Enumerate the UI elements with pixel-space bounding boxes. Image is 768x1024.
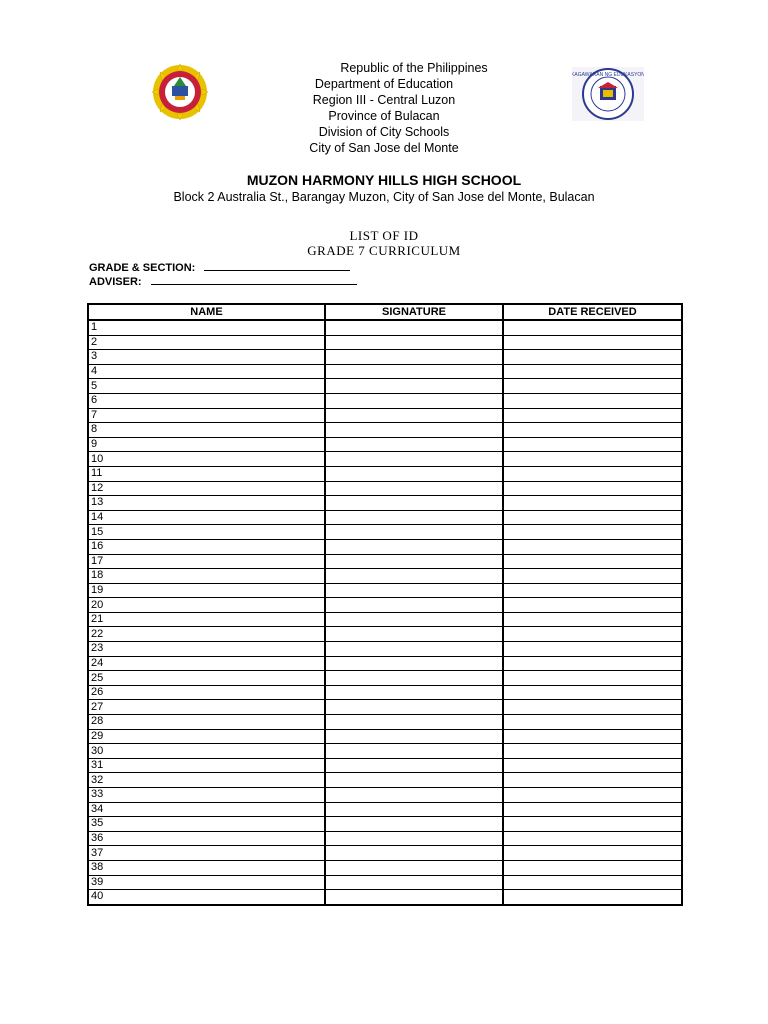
row-number: 31 (91, 759, 104, 772)
name-cell[interactable] (88, 554, 325, 569)
signature-cell[interactable] (325, 729, 503, 744)
signature-cell[interactable] (325, 627, 503, 642)
row-number: 19 (91, 583, 104, 596)
signature-cell[interactable] (325, 408, 503, 423)
row-number: 18 (91, 569, 104, 582)
adviser-field (89, 274, 357, 288)
date-received-cell[interactable] (503, 350, 682, 365)
signature-cell[interactable] (325, 744, 503, 759)
table-row (88, 510, 682, 525)
date-received-cell[interactable] (503, 583, 682, 598)
date-received-cell[interactable] (503, 466, 682, 481)
table-row (88, 466, 682, 481)
table-row (88, 335, 682, 350)
table-row (88, 583, 682, 598)
table-row (88, 685, 682, 700)
signature-cell[interactable] (325, 583, 503, 598)
date-received-cell[interactable] (503, 554, 682, 569)
name-cell[interactable] (88, 583, 325, 598)
name-cell[interactable] (88, 539, 325, 554)
signature-cell[interactable] (325, 846, 503, 861)
row-number: 20 (91, 598, 104, 611)
date-received-cell[interactable] (503, 729, 682, 744)
svg-text:KAGAWARAN NG EDUKASYON: KAGAWARAN NG EDUKASYON (572, 72, 644, 78)
table-row (88, 423, 682, 438)
name-cell[interactable] (88, 350, 325, 365)
name-cell[interactable] (88, 642, 325, 657)
name-cell[interactable] (88, 393, 325, 408)
date-received-cell[interactable] (503, 452, 682, 467)
column-header-signature: SIGNATURE (325, 304, 503, 320)
name-cell[interactable] (88, 875, 325, 890)
signature-cell[interactable] (325, 569, 503, 584)
name-cell[interactable] (88, 481, 325, 496)
date-received-cell[interactable] (503, 423, 682, 438)
grade-section-field (89, 260, 350, 274)
date-received-cell[interactable] (503, 802, 682, 817)
date-received-cell[interactable] (503, 320, 682, 335)
date-received-cell[interactable] (503, 860, 682, 875)
date-received-cell[interactable] (503, 846, 682, 861)
signature-cell[interactable] (325, 685, 503, 700)
name-cell[interactable] (88, 496, 325, 511)
table-row (88, 364, 682, 379)
adviser-blank[interactable] (151, 274, 357, 285)
signature-cell[interactable] (325, 481, 503, 496)
signature-cell[interactable] (325, 598, 503, 613)
date-received-cell[interactable] (503, 569, 682, 584)
date-received-cell[interactable] (503, 525, 682, 540)
table-row (88, 656, 682, 671)
grade-section-label: GRADE & SECTION: (89, 262, 196, 274)
row-number: 36 (91, 832, 104, 845)
signature-cell[interactable] (325, 758, 503, 773)
column-header-date-received: DATE RECEIVED (503, 304, 682, 320)
table-row (88, 525, 682, 540)
date-received-cell[interactable] (503, 656, 682, 671)
row-number: 1 (91, 321, 98, 334)
name-cell[interactable] (88, 846, 325, 861)
name-cell[interactable] (88, 860, 325, 875)
table-row (88, 379, 682, 394)
date-received-cell[interactable] (503, 510, 682, 525)
row-number: 8 (91, 423, 98, 436)
signature-cell[interactable] (325, 773, 503, 788)
name-cell[interactable] (88, 612, 325, 627)
date-received-cell[interactable] (503, 773, 682, 788)
header-line-city: City of San Jose del Monte (309, 141, 459, 155)
table-row (88, 408, 682, 423)
date-received-cell[interactable] (503, 744, 682, 759)
name-cell[interactable] (88, 656, 325, 671)
signature-cell[interactable] (325, 875, 503, 890)
header-line-division: Division of City Schools (318, 125, 450, 139)
table-row (88, 860, 682, 875)
date-received-cell[interactable] (503, 875, 682, 890)
date-received-cell[interactable] (503, 598, 682, 613)
signature-cell[interactable] (325, 890, 503, 905)
signature-cell[interactable] (325, 335, 503, 350)
row-number: 40 (91, 890, 104, 903)
table-row (88, 350, 682, 365)
name-cell[interactable] (88, 700, 325, 715)
table-row (88, 320, 682, 335)
date-received-cell[interactable] (503, 890, 682, 905)
row-number: 33 (91, 788, 104, 801)
signature-cell[interactable] (325, 612, 503, 627)
header-line-department: Department of Education (314, 77, 454, 91)
signature-cell[interactable] (325, 423, 503, 438)
row-number: 25 (91, 671, 104, 684)
date-received-cell[interactable] (503, 817, 682, 832)
date-received-cell[interactable] (503, 788, 682, 803)
name-cell[interactable] (88, 802, 325, 817)
row-number: 29 (91, 729, 104, 742)
signature-cell[interactable] (325, 379, 503, 394)
date-received-cell[interactable] (503, 612, 682, 627)
signature-cell[interactable] (325, 496, 503, 511)
name-cell[interactable] (88, 627, 325, 642)
name-cell[interactable] (88, 437, 325, 452)
signature-cell[interactable] (325, 817, 503, 832)
signature-cell[interactable] (325, 539, 503, 554)
date-received-cell[interactable] (503, 831, 682, 846)
row-number: 9 (91, 438, 98, 451)
id-list-table (87, 303, 683, 906)
table-row (88, 612, 682, 627)
date-received-cell[interactable] (503, 437, 682, 452)
date-received-cell[interactable] (503, 539, 682, 554)
date-received-cell[interactable] (503, 671, 682, 686)
row-number: 3 (91, 350, 98, 363)
grade-section-blank[interactable] (204, 260, 350, 271)
table-row (88, 569, 682, 584)
name-cell[interactable] (88, 715, 325, 730)
date-received-cell[interactable] (503, 481, 682, 496)
row-number: 6 (91, 394, 98, 407)
signature-cell[interactable] (325, 320, 503, 335)
table-header-row (88, 304, 682, 320)
row-number: 23 (91, 642, 104, 655)
name-cell[interactable] (88, 335, 325, 350)
table-row (88, 481, 682, 496)
signature-cell[interactable] (325, 510, 503, 525)
signature-cell[interactable] (325, 715, 503, 730)
name-cell[interactable] (88, 510, 325, 525)
table-row (88, 758, 682, 773)
header-line-region: Region III - Central Luzon (312, 93, 456, 107)
name-cell[interactable] (88, 773, 325, 788)
row-number: 21 (91, 613, 104, 626)
signature-cell[interactable] (325, 437, 503, 452)
table-row (88, 802, 682, 817)
date-received-cell[interactable] (503, 364, 682, 379)
table-row (88, 671, 682, 686)
table-row (88, 788, 682, 803)
table-row (88, 846, 682, 861)
adviser-label: ADVISER: (89, 276, 142, 288)
signature-cell[interactable] (325, 788, 503, 803)
table-row (88, 452, 682, 467)
row-number: 7 (91, 408, 98, 421)
row-number: 37 (91, 846, 104, 859)
signature-cell[interactable] (325, 656, 503, 671)
signature-cell[interactable] (325, 802, 503, 817)
name-cell[interactable] (88, 364, 325, 379)
name-cell[interactable] (88, 525, 325, 540)
row-number: 22 (91, 627, 104, 640)
table-row (88, 554, 682, 569)
table-row (88, 598, 682, 613)
table-body (88, 320, 682, 905)
row-number: 4 (91, 365, 98, 378)
table-row (88, 890, 682, 905)
table-row (88, 831, 682, 846)
table-row (88, 642, 682, 657)
row-number: 28 (91, 715, 104, 728)
row-number: 5 (91, 379, 98, 392)
signature-cell[interactable] (325, 860, 503, 875)
name-cell[interactable] (88, 466, 325, 481)
table-row (88, 539, 682, 554)
date-received-cell[interactable] (503, 496, 682, 511)
name-cell[interactable] (88, 758, 325, 773)
date-received-cell[interactable] (503, 642, 682, 657)
name-cell[interactable] (88, 452, 325, 467)
row-number: 34 (91, 802, 104, 815)
name-cell[interactable] (88, 569, 325, 584)
row-number: 12 (91, 481, 104, 494)
name-cell[interactable] (88, 788, 325, 803)
signature-cell[interactable] (325, 452, 503, 467)
row-number: 13 (91, 496, 104, 509)
row-number: 11 (91, 467, 103, 480)
signature-cell[interactable] (325, 364, 503, 379)
name-cell[interactable] (88, 817, 325, 832)
row-number: 26 (91, 686, 104, 699)
row-number: 14 (91, 511, 104, 524)
name-cell[interactable] (88, 598, 325, 613)
date-received-cell[interactable] (503, 379, 682, 394)
row-number: 15 (91, 525, 104, 538)
table-row (88, 729, 682, 744)
header-line-republic: Republic of the Philippines (340, 61, 488, 75)
row-number: 24 (91, 656, 104, 669)
name-cell[interactable] (88, 379, 325, 394)
table-row (88, 817, 682, 832)
table-row (88, 744, 682, 759)
signature-cell[interactable] (325, 350, 503, 365)
table-row (88, 437, 682, 452)
row-number: 2 (91, 335, 98, 348)
date-received-cell[interactable] (503, 715, 682, 730)
document-subtitle: GRADE 7 CURRICULUM (307, 243, 461, 258)
date-received-cell[interactable] (503, 685, 682, 700)
row-number: 17 (91, 554, 104, 567)
row-number: 38 (91, 861, 104, 874)
signature-cell[interactable] (325, 642, 503, 657)
signature-cell[interactable] (325, 525, 503, 540)
row-number: 30 (91, 744, 104, 757)
row-number: 35 (91, 817, 104, 830)
table-row (88, 700, 682, 715)
table-row (88, 496, 682, 511)
signature-cell[interactable] (325, 554, 503, 569)
name-cell[interactable] (88, 320, 325, 335)
name-cell[interactable] (88, 890, 325, 905)
date-received-cell[interactable] (503, 758, 682, 773)
signature-cell[interactable] (325, 700, 503, 715)
column-header-name: NAME (88, 304, 325, 320)
name-cell[interactable] (88, 744, 325, 759)
date-received-cell[interactable] (503, 335, 682, 350)
document-title: LIST OF ID (349, 228, 419, 243)
signature-cell[interactable] (325, 831, 503, 846)
school-name: MUZON HARMONY HILLS HIGH SCHOOL (246, 172, 522, 188)
row-number: 10 (91, 452, 104, 465)
signature-cell[interactable] (325, 466, 503, 481)
signature-cell[interactable] (325, 393, 503, 408)
name-cell[interactable] (88, 729, 325, 744)
table-row (88, 715, 682, 730)
table-row (88, 773, 682, 788)
name-cell[interactable] (88, 685, 325, 700)
date-received-cell[interactable] (503, 408, 682, 423)
date-received-cell[interactable] (503, 700, 682, 715)
name-cell[interactable] (88, 423, 325, 438)
signature-cell[interactable] (325, 671, 503, 686)
school-address: Block 2 Australia St., Barangay Muzon, City of San Jose del Monte, Bulacan (173, 190, 595, 204)
date-received-cell[interactable] (503, 393, 682, 408)
row-number: 39 (91, 875, 104, 888)
table-row (88, 875, 682, 890)
name-cell[interactable] (88, 408, 325, 423)
row-number: 32 (91, 773, 104, 786)
row-number: 16 (91, 540, 104, 553)
table-row (88, 393, 682, 408)
name-cell[interactable] (88, 831, 325, 846)
date-received-cell[interactable] (503, 627, 682, 642)
row-number: 27 (91, 700, 104, 713)
table-row (88, 627, 682, 642)
name-cell[interactable] (88, 671, 325, 686)
header-line-province: Province of Bulacan (328, 109, 440, 123)
